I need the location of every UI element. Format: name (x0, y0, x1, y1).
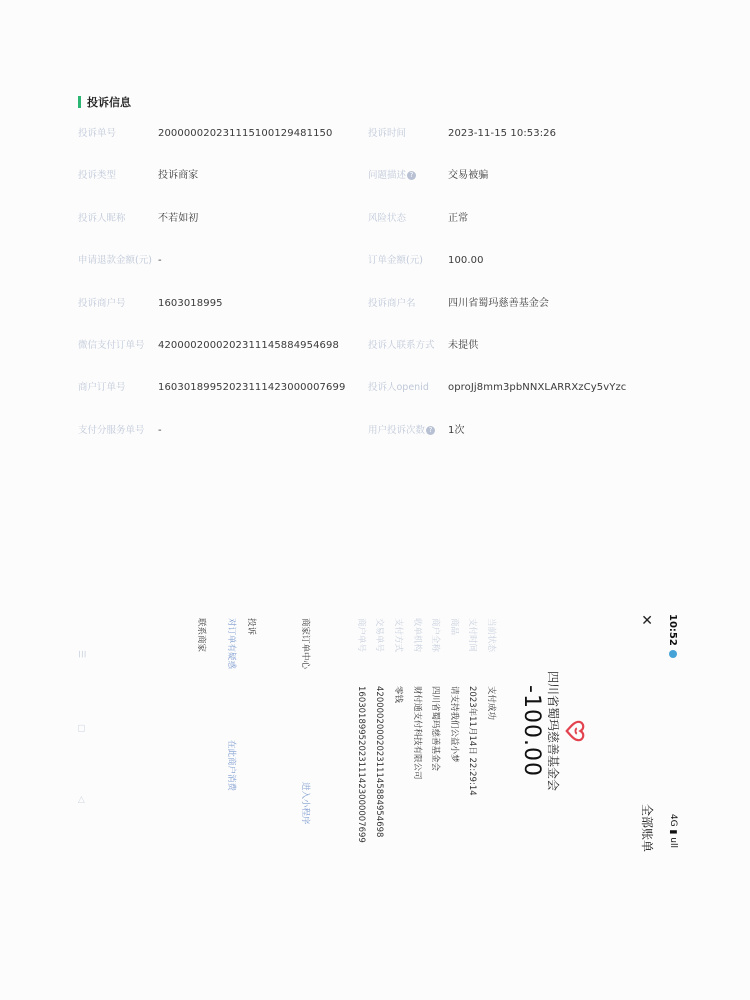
help-icon[interactable]: ? (426, 426, 435, 435)
detail-value: 4200002000202311145884954698 (374, 686, 385, 838)
status-time-text: 10:52 (667, 614, 678, 646)
info-row (78, 421, 638, 463)
detail-value: 16030189952023111423000007699 (355, 686, 366, 843)
nav-title: 全部账单 (640, 803, 654, 852)
problem-description-label (368, 166, 416, 186)
detail-row (461, 618, 480, 858)
risk-status-label: 风险状态 (368, 212, 407, 224)
complainant-contact-value: 未提供 (448, 339, 479, 351)
bill-amount: -100.00 (519, 685, 544, 777)
mini-program-label: 进入小程序 (300, 782, 310, 825)
info-row (78, 294, 638, 336)
detail-row (405, 618, 424, 858)
home-icon[interactable]: ▢ (76, 724, 86, 733)
detail-row (442, 618, 461, 858)
merchant-id-value: 1603018995 (158, 297, 223, 309)
payscore-order-value: - (158, 424, 162, 436)
detail-row (479, 618, 498, 858)
detail-value: 支付成功 (486, 686, 496, 721)
section-title: 投诉信息 (87, 96, 131, 109)
complaint-link[interactable] (246, 618, 258, 635)
detail-label: 商户全称 (430, 618, 441, 653)
complaint-time-label: 投诉时间 (368, 128, 407, 139)
complaint-count-label (368, 421, 435, 441)
complainant-nickname-value: 不若如初 (158, 212, 199, 224)
detail-label: 收单机构 (411, 618, 422, 653)
complainant-nickname-label: 投诉人昵称 (78, 212, 126, 224)
detail-value: 零钱 (393, 686, 404, 704)
order-amount-value: 100.00 (448, 255, 484, 267)
status-indicators: 4G ▮ ull (668, 813, 678, 848)
detail-value: 请支持我们公益小梦 (448, 686, 459, 763)
section-accent-bar (78, 96, 81, 108)
bottom-nav (66, 600, 86, 862)
wechat-order-id-value: 4200002000202311145884954698 (158, 339, 339, 351)
status-time (667, 614, 678, 658)
close-icon[interactable]: ✕ (638, 614, 654, 626)
detail-label: 当前状态 (486, 618, 496, 653)
detail-value: 2023年11月14日 22:29:14 (467, 686, 478, 796)
complainant-contact-label: 投诉人联系方式 (368, 339, 435, 351)
info-row (78, 378, 638, 420)
info-row (78, 251, 638, 293)
mini-program-link[interactable] (300, 782, 312, 825)
menu-icon[interactable]: ☰ (76, 650, 86, 659)
bill-merchant-name: 四川省蜀玛慈善基金会 (546, 670, 560, 791)
merchant-order-id-label: 商户订单号 (78, 382, 126, 394)
complaint-count-label-text: 用户投诉次数 (368, 424, 426, 436)
detail-row (386, 618, 405, 858)
complaint-info-grid (78, 124, 638, 463)
merchant-consume-label: 在此商户消费 (226, 740, 236, 792)
payment-screenshot-content (54, 600, 684, 862)
question-label: 对订单有疑惑 (226, 618, 236, 670)
question-link[interactable] (226, 618, 238, 669)
detail-row (368, 618, 387, 858)
complaint-type-value: 投诉商家 (158, 170, 199, 182)
section-header (78, 92, 131, 112)
complaint-type-label: 投诉类型 (78, 170, 117, 182)
detail-label: 商户单号 (355, 618, 366, 653)
complaint-id-value: 200000020231115100129481150 (158, 128, 333, 139)
info-row (78, 124, 638, 166)
charity-heart-logo-icon (564, 720, 586, 742)
complaint-label: 投诉 (246, 618, 256, 636)
order-amount-label: 订单金额(元) (368, 255, 423, 267)
merchant-order-center-link[interactable] (300, 618, 312, 669)
detail-row (424, 618, 443, 858)
complainant-openid-value: oproJj8mm3pbNNXLARRXzCy5vYzc (448, 382, 627, 394)
payment-screenshot (54, 600, 684, 862)
bill-details (349, 618, 498, 858)
detail-label: 交易单号 (374, 618, 385, 653)
merchant-name-value: 四川省蜀玛慈善基金会 (448, 297, 549, 309)
problem-description-value: 交易被骗 (448, 170, 489, 182)
risk-status-value: 正常 (448, 212, 469, 224)
status-dot-icon (669, 650, 677, 658)
contact-merchant-link[interactable] (196, 618, 208, 652)
payscore-order-label: 支付分服务单号 (78, 424, 145, 436)
refund-amount-label: 申请退款金额(元) (78, 255, 152, 267)
merchant-order-center-label: 商家订单中心 (300, 618, 310, 670)
merchant-name-label: 投诉商户名 (368, 297, 416, 309)
help-icon[interactable]: ? (407, 171, 416, 180)
detail-label: 支付时间 (467, 618, 478, 653)
complaint-time-value: 2023-11-15 10:53:26 (448, 128, 557, 139)
detail-value: 财付通支付科技有限公司 (411, 686, 422, 780)
detail-value: 四川省蜀玛慈善基金会 (430, 686, 441, 772)
refund-amount-value: - (158, 255, 162, 267)
info-row (78, 336, 638, 378)
info-row (78, 209, 638, 251)
detail-label: 支付方式 (393, 618, 404, 653)
complainant-openid-label: 投诉人openid (368, 382, 429, 394)
detail-label: 商品 (448, 618, 459, 636)
merchant-id-label: 投诉商户号 (78, 297, 126, 309)
problem-description-label-text: 问题描述 (368, 170, 407, 182)
wechat-order-id-label: 微信支付订单号 (78, 339, 145, 351)
info-row (78, 166, 638, 208)
complaint-count-value: 1次 (448, 424, 465, 436)
back-icon[interactable]: ◁ (76, 796, 86, 803)
contact-merchant-label: 联系商家 (196, 618, 206, 653)
detail-row (349, 618, 368, 858)
merchant-consume-link[interactable] (226, 740, 238, 791)
merchant-order-id-value: 16030189952023111423000007699 (158, 382, 346, 394)
complaint-id-label: 投诉单号 (78, 128, 117, 139)
